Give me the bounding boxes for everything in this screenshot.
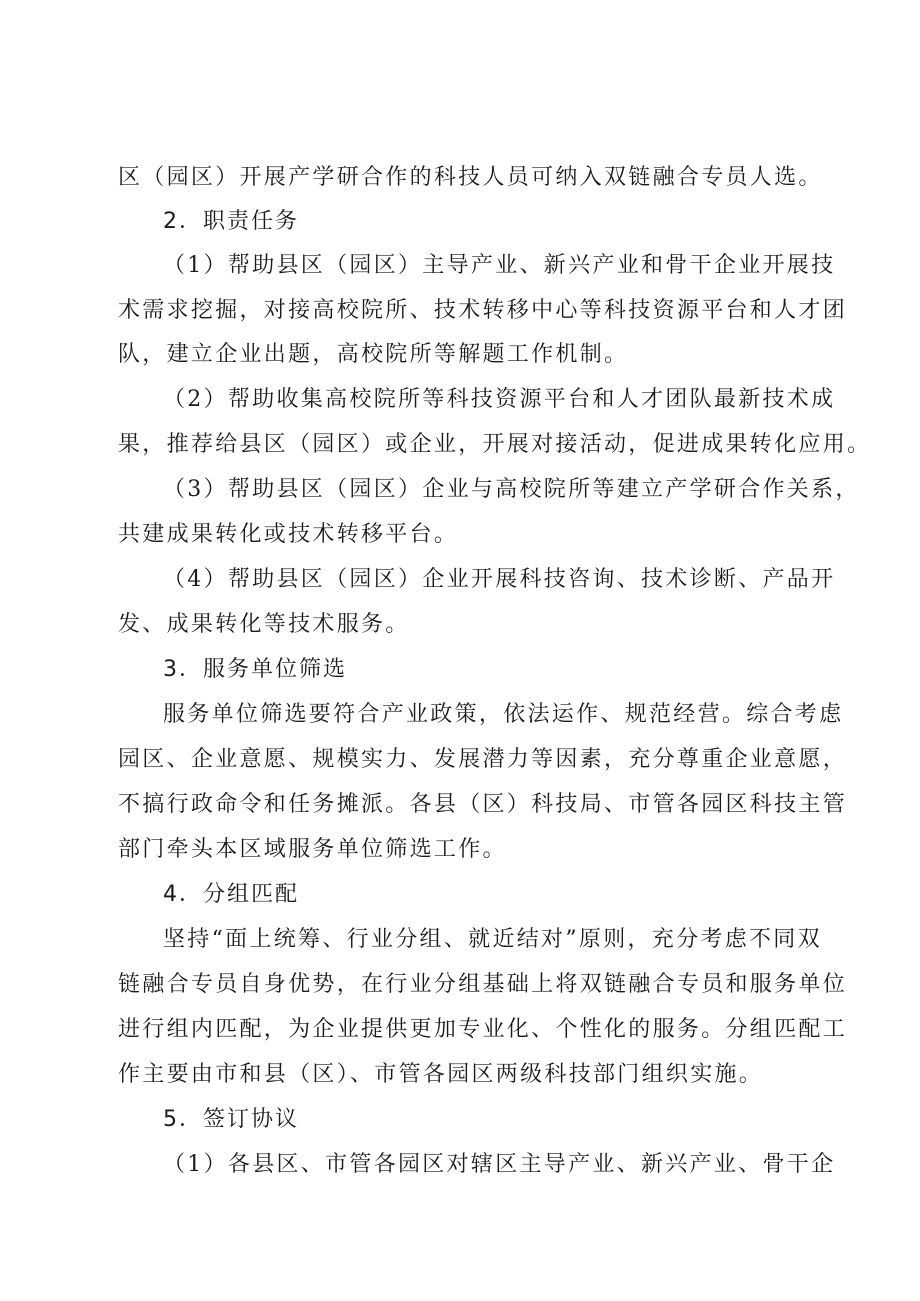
body-line: （3）帮助县区（园区）企业与高校院所等建立产学研合作关系， — [163, 477, 860, 502]
section-heading: 3．服务单位筛选 — [163, 657, 347, 682]
body-line: 术需求挖掘，对接高校院所、技术转移中心等科技资源平台和人才团 — [118, 298, 848, 323]
body-line: （1）帮助县区（园区）主导产业、新兴产业和骨干企业开展技 — [163, 253, 836, 278]
body-line: 不搞行政命令和任务摊派。各县（区）科技局、市管各园区科技主管 — [118, 792, 848, 817]
body-line: 果，推荐给县区（园区）或企业，开展对接活动，促进成果转化应用。 — [118, 432, 872, 457]
body-line: （1）各县区、市管各园区对辖区主导产业、新兴产业、骨干企 — [163, 1152, 836, 1177]
body-line: 进行组内匹配，为企业提供更加专业化、个性化的服务。分组匹配工 — [118, 1017, 848, 1042]
body-line: 链融合专员自身优势，在行业分组基础上将双链融合专员和服务单位 — [118, 972, 848, 997]
body-line: （2）帮助收集高校院所等科技资源平台和人才团队最新技术成 — [163, 387, 836, 412]
body-line: 作主要由市和县（区）、市管各园区两级科技部门组织实施。 — [118, 1062, 764, 1087]
body-line: 区（园区）开展产学研合作的科技人员可纳入双链融合专员人选。 — [118, 165, 823, 190]
body-line: 共建成果转化或技术转移平台。 — [118, 522, 459, 547]
body-line: 服务单位筛选要符合产业政策，依法运作、规范经营。综合考虑 — [163, 702, 844, 727]
body-line: 园区、企业意愿、规模实力、发展潜力等因素，充分尊重企业意愿， — [118, 747, 848, 772]
body-line: 部门牵头本区域服务单位筛选工作。 — [118, 837, 507, 862]
section-heading: 2．职责任务 — [163, 209, 299, 234]
body-line: 队，建立企业出题，高校院所等解题工作机制。 — [118, 342, 629, 367]
section-heading: 4．分组匹配 — [163, 882, 299, 907]
body-line: 坚持“面上统筹、行业分组、就近结对”原则，充分考虑不同双 — [163, 927, 822, 952]
body-line: 发、成果转化等技术服务。 — [118, 612, 410, 637]
section-heading: 5．签订协议 — [163, 1107, 299, 1132]
body-line: （4）帮助县区（园区）企业开展科技咨询、技术诊断、产品开 — [163, 567, 836, 592]
